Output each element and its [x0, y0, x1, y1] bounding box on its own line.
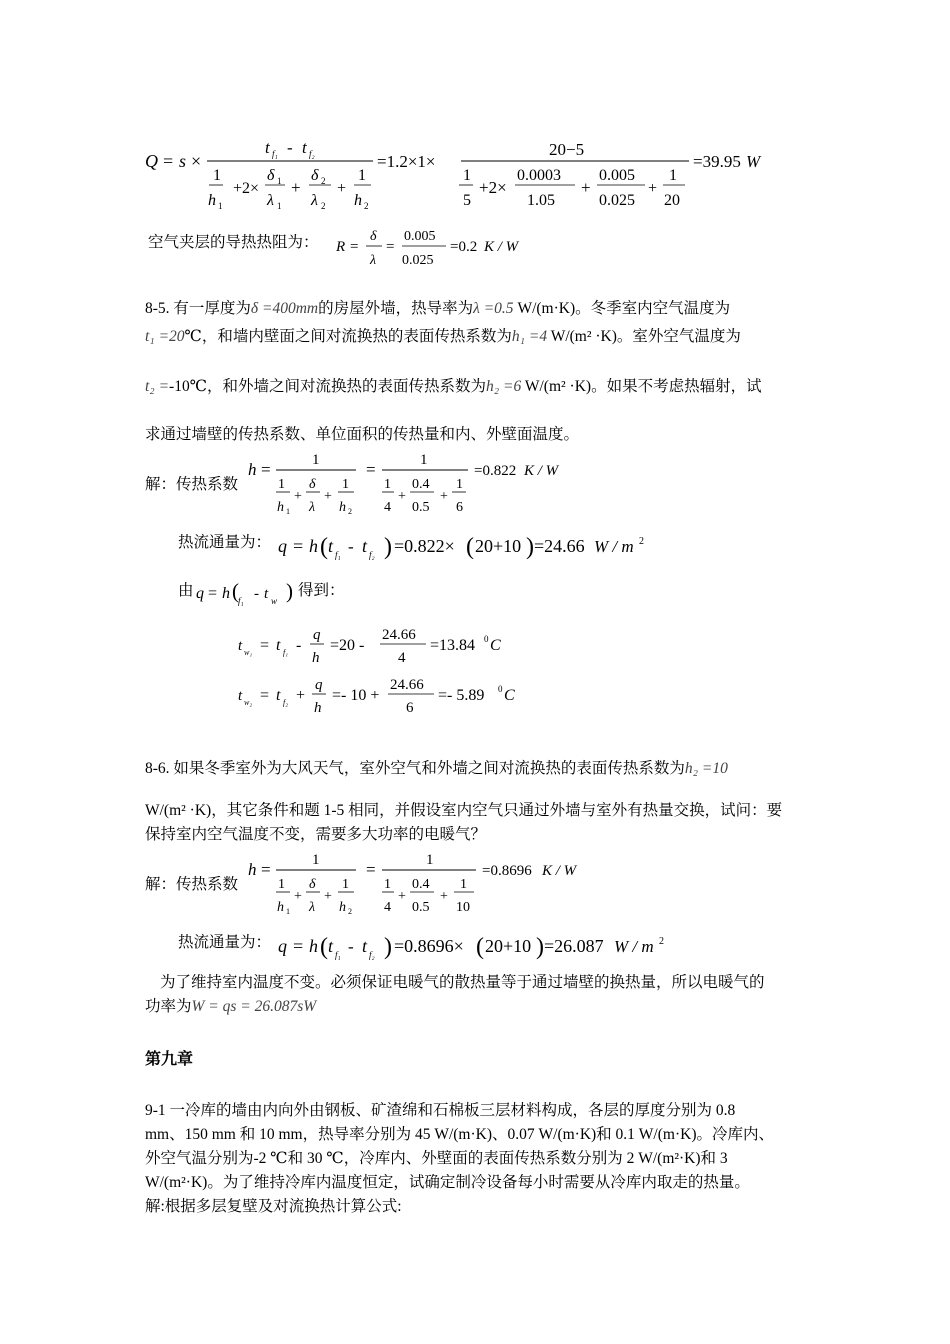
- svg-text:q: q: [278, 936, 287, 956]
- svg-text:+: +: [294, 489, 302, 504]
- svg-text:0.4: 0.4: [412, 477, 430, 492]
- p86-line4: 为了维持室内温度不变。必须保证电暖气的散热量等于通过墙壁的换热量，所以电暖气的: [160, 974, 765, 991]
- svg-text:h: h: [277, 500, 284, 515]
- svg-text:=20 -: =20 -: [330, 637, 365, 654]
- svg-text:K / W: K / W: [484, 239, 519, 255]
- svg-text:w: w: [271, 596, 278, 606]
- svg-text:f₂: f₂: [369, 550, 375, 560]
- problem-8-6-line2: W/(m² ·K)，其它条件和题 1-5 相同，并假设室内空气只通过外墙与室外有热量交换，试问：要: [145, 802, 783, 819]
- svg-text:=- 5.89: =- 5.89: [438, 687, 485, 704]
- p85-line1-a: 8-5. 有一厚度为: [145, 300, 251, 317]
- svg-text:4: 4: [398, 650, 406, 666]
- svg-text:δ: δ: [311, 167, 319, 184]
- svg-text:): ): [536, 934, 544, 960]
- svg-text:t: t: [265, 138, 270, 157]
- svg-text:0.005: 0.005: [599, 167, 635, 184]
- problem-9-1-line3: 外空气温分别为-2 ℃和 30 ℃，冷库内、外壁面的表面传热系数分别为 2 W/(m²·K)和 3: [145, 1150, 728, 1167]
- svg-text:h: h: [309, 936, 318, 956]
- p85-h1: h₁ =4: [511, 328, 548, 345]
- svg-text:q: q: [313, 627, 321, 643]
- svg-text:6: 6: [456, 500, 463, 515]
- p85-by-label: 由: [178, 582, 194, 599]
- svg-text:+: +: [337, 180, 347, 197]
- svg-text:R: R: [336, 239, 346, 255]
- air-gap-formula: [334, 226, 544, 279]
- svg-text:(: (: [320, 534, 328, 560]
- svg-text:w₁: w₁: [244, 648, 253, 657]
- svg-text:-: -: [348, 537, 354, 556]
- svg-text:K / W: K / W: [542, 863, 577, 879]
- svg-text:s: s: [179, 151, 187, 171]
- svg-text:2: 2: [321, 201, 326, 211]
- svg-text:+2×: +2×: [233, 180, 260, 197]
- svg-text:C: C: [490, 637, 501, 654]
- p85-line3-b: W/(m² ·K)。如果不考虑热辐射，试: [521, 378, 762, 395]
- svg-text:+: +: [581, 178, 591, 197]
- svg-text:t: t: [276, 637, 281, 654]
- svg-text:+: +: [440, 489, 448, 504]
- svg-text:): ): [384, 934, 392, 960]
- svg-text:+: +: [291, 178, 301, 197]
- svg-text:f₁: f₁: [335, 550, 341, 560]
- p85-line2-a: ℃，和墙内壁面之间对流换热的表面传热系数为: [184, 328, 512, 345]
- svg-text:20+10: 20+10: [475, 536, 522, 556]
- svg-text:=0.822: =0.822: [474, 463, 517, 479]
- p85-h-formula: [246, 448, 586, 527]
- svg-text:+: +: [296, 687, 306, 704]
- svg-text:W / m: W / m: [594, 537, 634, 556]
- svg-text:1: 1: [278, 877, 285, 892]
- air-gap-label: 空气夹层的导热热阻为：: [148, 234, 319, 251]
- svg-text:λ: λ: [309, 500, 316, 515]
- p86-h-formula: [246, 848, 606, 927]
- svg-text:=: =: [261, 860, 271, 879]
- svg-text:W: W: [746, 152, 761, 171]
- p85-delta: δ =400mm: [250, 300, 319, 317]
- svg-text:q: q: [278, 536, 287, 556]
- problem-8-5-line2: [145, 326, 741, 348]
- svg-text:1: 1: [286, 507, 290, 516]
- svg-text:δ: δ: [370, 229, 377, 244]
- svg-text:24.66: 24.66: [390, 677, 424, 693]
- p85-h2: h₂ =6: [486, 378, 522, 395]
- problem-9-1-line4: W/(m²·K)。为了维持冷库内温度恒定，试确定制冷设备每小时需要从冷库内取走的热量。: [145, 1174, 750, 1191]
- svg-text:+: +: [324, 489, 332, 504]
- p85-line1-b: 的房屋外墙，热导率为: [318, 300, 474, 317]
- svg-text:t: t: [362, 536, 368, 556]
- svg-text:=1.2×1×: =1.2×1×: [377, 152, 436, 171]
- svg-text:=- 10 +: =- 10 +: [332, 687, 380, 704]
- svg-text:2: 2: [348, 907, 352, 916]
- svg-text:t: t: [362, 936, 368, 956]
- svg-text:1: 1: [218, 201, 223, 211]
- svg-text:1: 1: [278, 477, 285, 492]
- svg-text:): ): [286, 579, 293, 603]
- svg-text:=39.95: =39.95: [693, 152, 741, 171]
- svg-text:1: 1: [342, 877, 349, 892]
- svg-text:h: h: [339, 900, 346, 915]
- svg-text:f₂: f₂: [283, 698, 289, 707]
- svg-text:): ): [526, 534, 534, 560]
- svg-text:0.5: 0.5: [412, 900, 430, 915]
- svg-text:20: 20: [664, 192, 680, 209]
- svg-text:1: 1: [384, 877, 391, 892]
- svg-text:t: t: [328, 536, 334, 556]
- svg-text:h: h: [314, 700, 322, 716]
- svg-text:+: +: [294, 889, 302, 904]
- svg-text:-: -: [296, 637, 302, 654]
- svg-text:0.025: 0.025: [402, 253, 434, 268]
- svg-text:=0.8696: =0.8696: [482, 863, 532, 879]
- p86-flux-formula: [276, 926, 696, 971]
- svg-text:1: 1: [384, 477, 391, 492]
- problem-9-1-line2: mm、150 mm 和 10 mm，热导率分别为 45 W/(m·K)、0.07 W/(m·K)和 0.1 W/(m·K)。冷库内、: [145, 1126, 774, 1143]
- svg-text:2: 2: [364, 201, 369, 211]
- svg-text:=: =: [386, 239, 395, 255]
- svg-text:+: +: [324, 889, 332, 904]
- p85-by-line: [178, 580, 194, 602]
- svg-text:h: h: [354, 192, 362, 209]
- svg-text:1: 1: [342, 477, 349, 492]
- svg-text:0.0003: 0.0003: [517, 167, 561, 184]
- svg-text:t: t: [238, 638, 243, 654]
- svg-text:δ: δ: [267, 167, 275, 184]
- svg-text:h: h: [222, 585, 230, 602]
- svg-text:h: h: [312, 650, 320, 666]
- svg-text:t: t: [276, 687, 281, 704]
- p85-tw2-graphic: [236, 672, 536, 722]
- svg-text:(: (: [232, 579, 239, 603]
- p85-by-tail: 得到：: [298, 582, 345, 599]
- svg-text:δ: δ: [309, 477, 316, 492]
- svg-text:=: =: [350, 239, 359, 255]
- svg-text:-: -: [254, 586, 259, 602]
- svg-text:C: C: [504, 687, 515, 704]
- svg-text:5: 5: [463, 192, 471, 209]
- problem-8-5-line3: [145, 376, 762, 398]
- svg-text:λ: λ: [370, 253, 377, 268]
- svg-text:1: 1: [420, 452, 428, 468]
- svg-text:+: +: [398, 889, 406, 904]
- p86-h2: h₂ =10: [684, 760, 728, 777]
- p85-tw1-formula: [236, 622, 536, 677]
- svg-text:×: ×: [191, 151, 202, 171]
- svg-text:(: (: [320, 934, 328, 960]
- svg-text:=: =: [260, 637, 270, 654]
- svg-text:q: q: [315, 677, 323, 693]
- svg-text:1: 1: [463, 167, 471, 184]
- svg-text:2: 2: [659, 936, 664, 947]
- svg-text:20−5: 20−5: [549, 140, 585, 159]
- svg-text:-: -: [348, 937, 354, 956]
- svg-text:Q: Q: [145, 151, 158, 171]
- svg-text:1: 1: [426, 852, 434, 868]
- svg-text:f₂: f₂: [369, 950, 375, 960]
- p86-flux-formula-graphic: [276, 926, 696, 966]
- svg-text:1: 1: [669, 167, 677, 184]
- svg-text:h: h: [248, 460, 257, 479]
- p85-flux-label: 热流通量为：: [178, 534, 272, 551]
- svg-text:1: 1: [460, 877, 467, 892]
- svg-text:6: 6: [406, 700, 414, 716]
- p85-flux-formula: [276, 526, 676, 571]
- equation-heat-rate-q: [145, 135, 785, 215]
- svg-text:2: 2: [321, 176, 326, 186]
- svg-text:K / W: K / W: [524, 463, 559, 479]
- problem-8-5-line4: 求通过墙壁的传热系数、单位面积的传热量和内、外壁面温度。: [145, 426, 580, 443]
- p86-line5: [145, 996, 316, 1018]
- svg-text:λ: λ: [267, 192, 274, 209]
- svg-text:4: 4: [384, 900, 391, 915]
- svg-text:t: t: [264, 586, 269, 602]
- svg-text:=24.66: =24.66: [534, 536, 585, 556]
- svg-text:2: 2: [639, 536, 644, 547]
- svg-text:+: +: [440, 889, 448, 904]
- p86-line5-a: 功率为: [145, 998, 192, 1015]
- p85-line3-a: -10℃，和外墙之间对流换热的表面传热系数为: [169, 378, 487, 395]
- svg-text:f₁: f₁: [238, 596, 244, 606]
- p85-line1-c: W/(m·K)。冬季室内空气温度为: [513, 300, 731, 317]
- problem-8-6-line3: 保持室内空气温度不变，需要多大功率的电暖气？: [145, 826, 487, 843]
- svg-text:t: t: [238, 688, 243, 704]
- svg-text:=: =: [163, 151, 174, 171]
- svg-text:1.05: 1.05: [527, 192, 555, 209]
- svg-text:=0.822×: =0.822×: [394, 536, 455, 556]
- svg-text:f₁: f₁: [272, 149, 278, 159]
- svg-text:(: (: [476, 934, 484, 960]
- svg-text:20+10: 20+10: [485, 936, 532, 956]
- p86-flux-label: 热流通量为：: [178, 934, 272, 951]
- svg-text:0: 0: [498, 684, 503, 694]
- svg-text:q: q: [196, 585, 204, 602]
- svg-text:=: =: [366, 860, 376, 879]
- svg-text:2: 2: [348, 507, 352, 516]
- svg-text:=0.2: =0.2: [450, 239, 478, 255]
- svg-text:0.025: 0.025: [599, 192, 635, 209]
- svg-text:0.005: 0.005: [404, 229, 436, 244]
- p85-line2-b: W/(m² ·K)。室外空气温度为: [547, 328, 741, 345]
- svg-text:1: 1: [312, 452, 320, 468]
- p86-solve-label: 解：传热系数: [145, 876, 239, 893]
- svg-text:=: =: [260, 687, 270, 704]
- svg-text:24.66: 24.66: [382, 627, 416, 643]
- svg-text:+: +: [398, 489, 406, 504]
- svg-text:0.4: 0.4: [412, 877, 430, 892]
- svg-text:10: 10: [456, 900, 470, 915]
- svg-text:1: 1: [277, 201, 282, 211]
- svg-text:0: 0: [484, 634, 489, 644]
- svg-text:1: 1: [312, 852, 320, 868]
- svg-text:W / m: W / m: [614, 937, 654, 956]
- svg-text:h: h: [208, 192, 216, 209]
- svg-text:w₂: w₂: [244, 698, 253, 707]
- svg-text:1: 1: [277, 176, 282, 186]
- p85-solve-label: 解：传热系数: [145, 476, 239, 493]
- svg-text:λ: λ: [311, 192, 318, 209]
- chapter-heading: 第九章: [145, 1051, 194, 1068]
- problem-9-1-line5: 解:根据多层复壁及对流换热计算公式:: [145, 1198, 402, 1215]
- svg-text:1: 1: [358, 167, 366, 184]
- svg-text:λ: λ: [309, 900, 316, 915]
- svg-text:=: =: [366, 460, 376, 479]
- p86-h-formula-graphic: [246, 848, 606, 922]
- svg-text:=0.8696×: =0.8696×: [394, 936, 464, 956]
- svg-text:=: =: [293, 936, 304, 956]
- svg-text:t: t: [302, 138, 307, 157]
- p85-flux-formula-graphic: [276, 526, 676, 566]
- svg-text:4: 4: [384, 500, 391, 515]
- p85-t2: t₂ =: [145, 378, 170, 395]
- p86-line1: 8-6. 如果冬季室外为大风天气，室外空气和外墙之间对流换热的表面传热系数为: [145, 760, 685, 777]
- p85-t1: t₁ =20: [145, 328, 185, 345]
- svg-text:=: =: [261, 460, 271, 479]
- svg-text:t: t: [328, 936, 334, 956]
- svg-text:+2×: +2×: [479, 178, 507, 197]
- svg-text:+: +: [648, 180, 658, 197]
- svg-text:h: h: [339, 500, 346, 515]
- svg-text:h: h: [309, 536, 318, 556]
- svg-text:=: =: [293, 536, 304, 556]
- problem-8-6-line1: [145, 758, 728, 780]
- p85-tw2-formula: [236, 672, 536, 727]
- p85-lambda: λ =0.5: [473, 300, 514, 317]
- svg-text:1: 1: [213, 167, 221, 184]
- svg-text:f₁: f₁: [335, 950, 341, 960]
- svg-text:1: 1: [456, 477, 463, 492]
- svg-text:-: -: [287, 138, 293, 157]
- svg-text:=13.84: =13.84: [430, 637, 476, 654]
- svg-text:): ): [384, 534, 392, 560]
- problem-9-1-line1: 9-1 一冷库的墙由内向外由钢板、矿渣绵和石棉板三层材料构成，各层的厚度分别为 0.8: [145, 1102, 736, 1119]
- svg-text:=: =: [208, 585, 218, 602]
- p85-by-formula-graphic: [194, 574, 298, 608]
- svg-text:f₂: f₂: [309, 149, 315, 159]
- svg-text:0.5: 0.5: [412, 500, 430, 515]
- p85-tw1-graphic: [236, 622, 536, 672]
- equation-q-graphic: [145, 135, 785, 215]
- svg-text:δ: δ: [309, 877, 316, 892]
- svg-text:h: h: [248, 860, 257, 879]
- svg-text:=26.087: =26.087: [544, 936, 604, 956]
- air-gap-line: [148, 232, 319, 254]
- p85-by-formula: [194, 574, 298, 613]
- air-gap-formula-graphic: [334, 226, 544, 274]
- svg-text:1: 1: [286, 907, 290, 916]
- problem-8-5-line1: [145, 298, 730, 320]
- svg-text:(: (: [466, 534, 474, 560]
- p85-h-formula-graphic: [246, 448, 586, 522]
- svg-text:f₁: f₁: [283, 648, 289, 657]
- svg-text:h: h: [277, 900, 284, 915]
- p86-power-formula: W = qs = 26.087sW: [191, 998, 317, 1015]
